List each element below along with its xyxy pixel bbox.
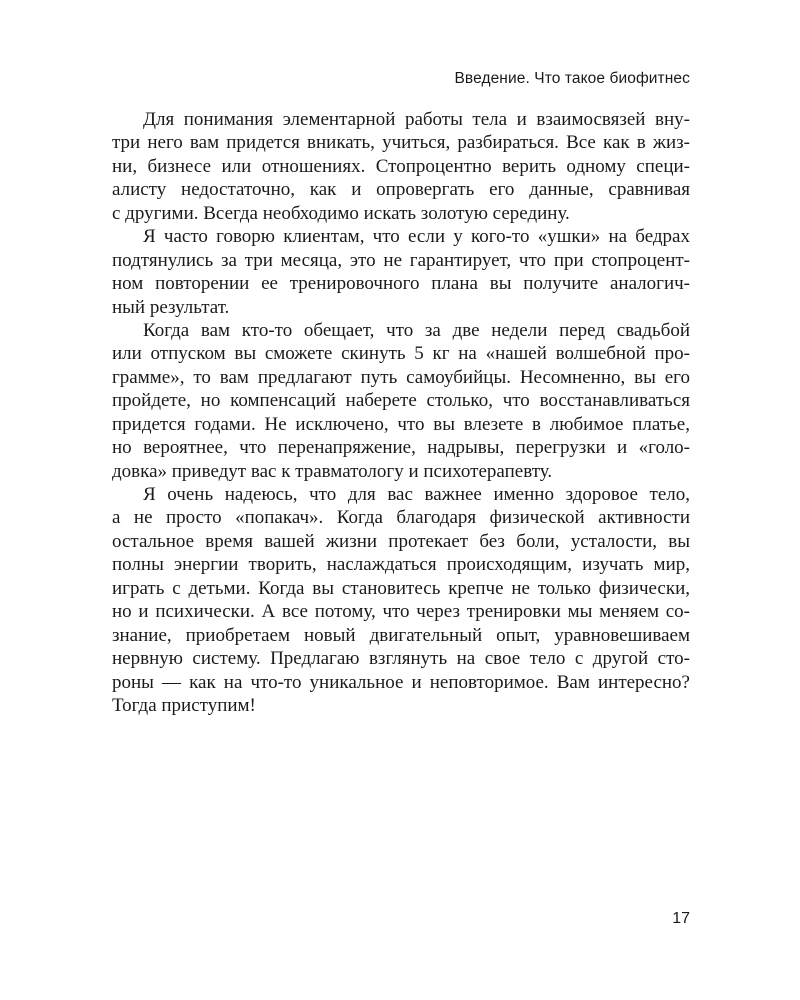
text-line: но вероятнее, что перенапряжение, надрывы, перегрузки и «голо- — [112, 437, 690, 459]
text-line: придется годами. Не исключено, что вы влезете в любимое платье, — [112, 413, 690, 435]
paragraph-1 — [112, 108, 690, 225]
text-line: пройдете, но компенсаций наберете столько, что восстанавливаться — [112, 390, 690, 412]
text-line: но и психически. А все потому, что через тренировки мы меняем со- — [112, 601, 690, 623]
text-line: знание, приобретаем новый двигательный опыт, уравновешиваем — [112, 624, 690, 646]
text-line: полны энергии творить, наслаждаться происходящим, изучать мир, — [112, 554, 690, 576]
text-line: с другими. Всегда необходимо искать золотую середину. — [112, 202, 570, 224]
running-header: Введение. Что такое биофитнес — [454, 70, 690, 87]
text-line: грамме», то вам предлагают путь самоубийцы. Несомненно, вы его — [112, 366, 690, 388]
text-line: роны — как на что-то уникальное и неповторимое. Вам интересно? — [112, 671, 690, 693]
paragraph-2 — [112, 225, 690, 319]
paragraph-3 — [112, 319, 690, 483]
text-line: подтянулись за три месяца, это не гарантирует, что при стопроцент- — [112, 249, 690, 271]
text-line: алисту недостаточно, как и опровергать его данные, сравнивая — [112, 179, 690, 201]
text-line: нервную систему. Предлагаю взглянуть на свое тело с другой сто- — [112, 648, 690, 670]
text-line: Я очень надеюсь, что для вас важнее именно здоровое тело, — [143, 484, 690, 505]
text-line: ни, бизнесе или отношениях. Стопроцентно верить одному специ- — [112, 155, 690, 177]
text-line: ном повторении ее тренировочного плана вы получите аналогич- — [112, 273, 690, 295]
page-number: 17 — [672, 910, 690, 927]
text-line: остальное время вашей жизни протекает без боли, усталости, вы — [112, 530, 690, 552]
body-text — [112, 108, 690, 717]
text-line: ный результат. — [112, 296, 230, 318]
text-line: Тогда приступим! — [112, 694, 256, 716]
text-line: Я часто говорю клиентам, что если у кого-то «ушки» на бедрах — [143, 226, 690, 248]
text-line: а не просто «попакач». Когда благодаря физической активности — [112, 507, 690, 529]
text-line: или отпуском вы сможете скинуть 5 кг на «нашей волшебной про- — [112, 343, 690, 365]
text-line: Когда вам кто-то обещает, что за две недели перед свадьбой — [143, 319, 690, 341]
text-line: играть с детьми. Когда вы становитесь крепче не только физически, — [112, 577, 690, 599]
text-line: три него вам придется вникать, учиться, разбираться. Все как в жиз- — [112, 132, 690, 154]
text-line: довка» приведут вас к травматологу и психотерапевту. — [112, 460, 553, 482]
paragraph-4 — [112, 483, 690, 717]
text-line: Для понимания элементарной работы тела и взаимосвязей вну- — [143, 109, 690, 130]
